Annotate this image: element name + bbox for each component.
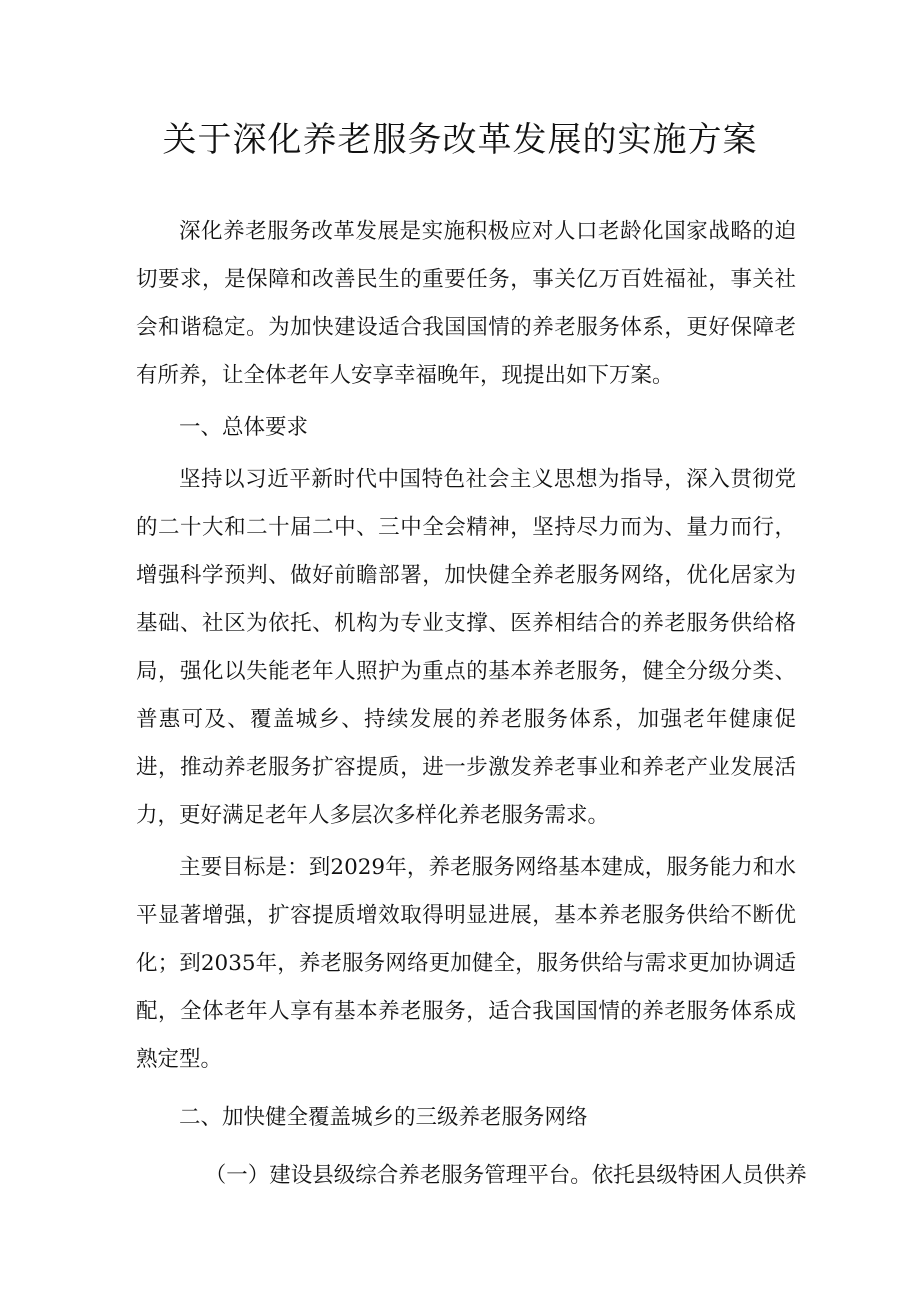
document-title: 关于深化养老服务改革发展的实施方案 [162,120,758,160]
subsection-county-platform: （一）建设县级综合养老服务管理平台。依托县级特困人员供养 [204,1163,807,1188]
guiding-principles-paragraph: 坚持以习近平新时代中国特色社会主义思想为指导，深入贯彻党的二十大和二十届二中、三中全会精神，坚持尽力而为、量力而行，增强科学预判、做好前瞻部署，加快健全养老服务网络，优化居家为基础、社区为依托、机构为专业支撑、医养相结合的养老服务供给格局，强化以失能老年人照护为重点的基本养老服务，健全分级分类、普惠可及、覆盖城乡、持续发展的养老服务体系，加强老年健康促进，推动养老服务扩容提质，进一步激发养老事业和养老产业发展活力，更好满足老年人多层次多样化养老服务需求。 [136,467,796,828]
section-heading-service-network: 二、加快健全覆盖城乡的三级养老服务网络 [179,1105,588,1130]
section-heading-general-requirements: 一、总体要求 [179,415,309,440]
main-goals-paragraph: 主要目标是：到2029年，养老服务网络基本建成，服务能力和水平显著增强，扩容提质增效取得明显进展，基本养老服务供给不断优化；到2035年，养老服务网络更加健全，服务供给与需求更加协调适配，全体老年人享有基本养老服务，适合我国国情的养老服务体系成熟定型。 [136,855,796,1072]
intro-paragraph: 深化养老服务改革发展是实施积极应对人口老龄化国家战略的迫切要求，是保障和改善民生的重要任务，事关亿万百姓福祉，事关社会和谐稳定。为加快建设适合我国国情的养老服务体系，更好保障老有所养，让全体老年人安享幸福晚年，现提出如下万案。 [136,219,796,388]
document-body [136,208,807,1200]
